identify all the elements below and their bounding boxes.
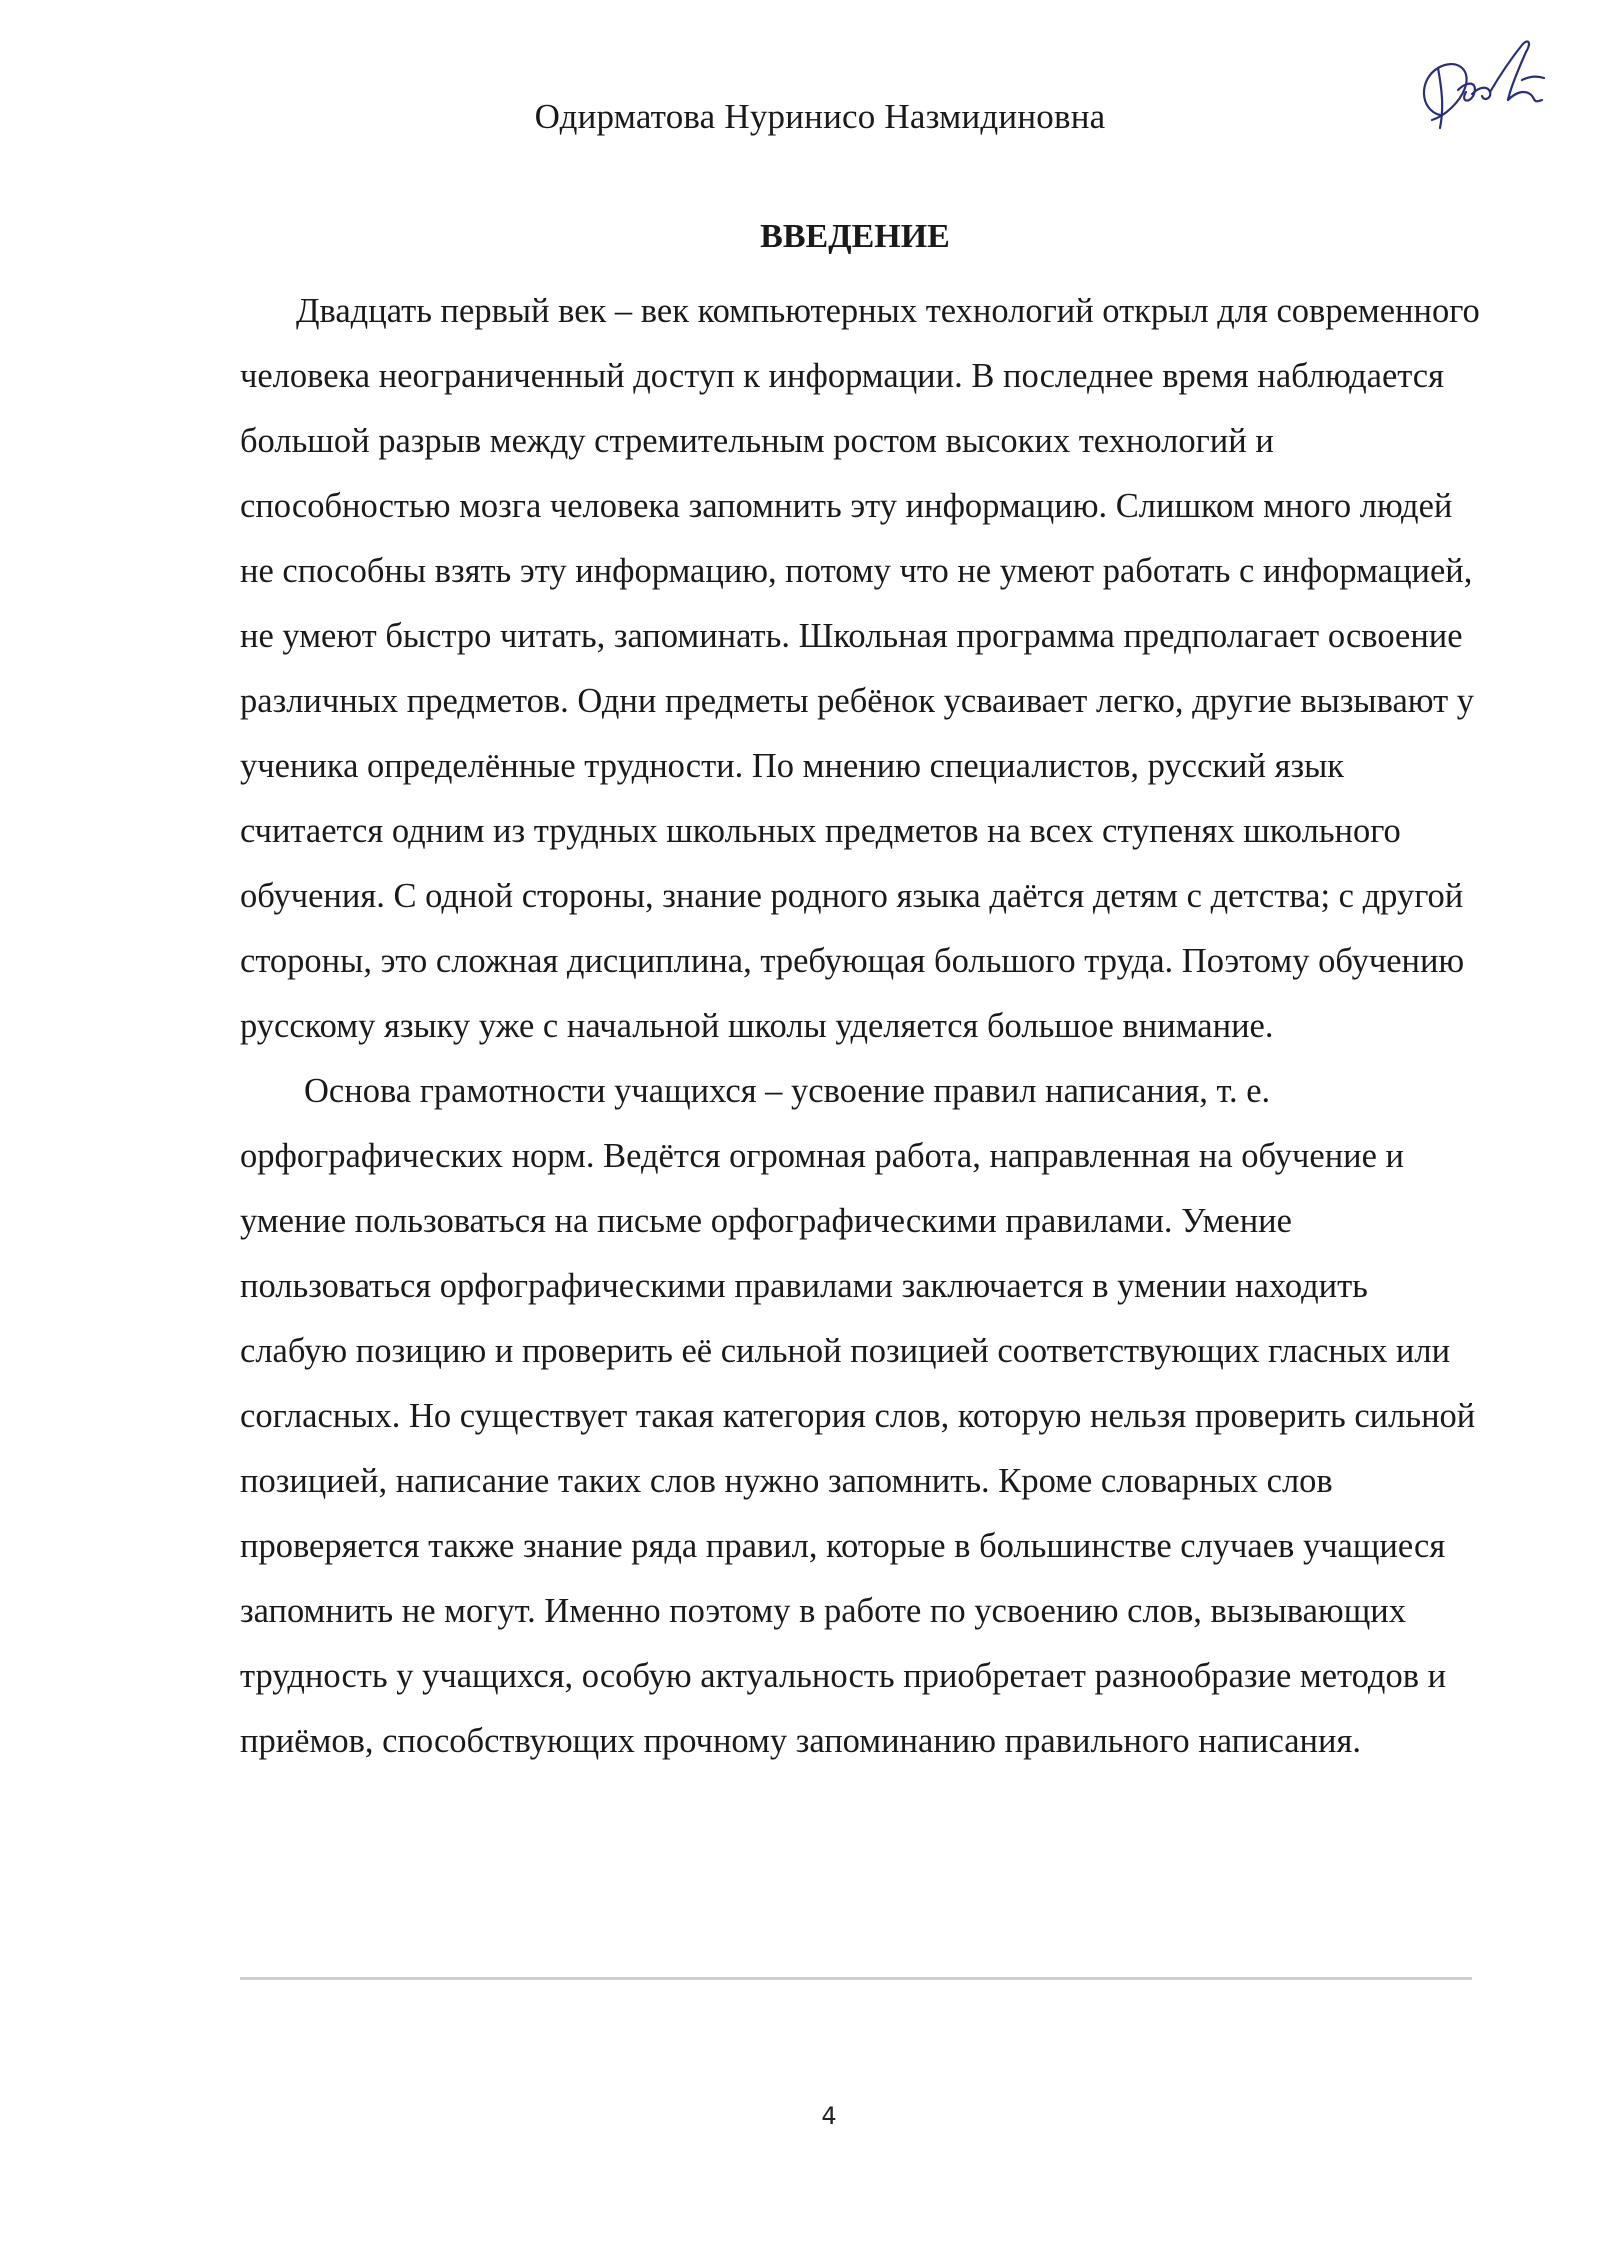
body-text <box>240 279 1480 1774</box>
page-number: 4 <box>821 2102 837 2130</box>
paragraph-1: Двадцать первый век – век компьютерных технологий открыл для современного человека неограниченный доступ к информации. В последнее время наблюдается большой разрыв между стремительным ростом высоких технологий и способностью мозга человека запомнить эту информацию. Слишком много людей не способны взять эту информацию, потому что не умеют работать с информацией, не умеют быстро читать, запоминать. Школьная программа предполагает освоение различных предметов. Одни предметы ребёнок усваивает легко, другие вызывают у ученика определённые трудности. По мнению специалистов, русский язык считается одним из трудных школьных предметов на всех ступенях школьного обучения. С одной стороны, знание родного языка даётся детям с детства; с другой стороны, это сложная дисциплина, требующая большого труда. Поэтому обучению русскому языку уже с начальной школы уделяется большое внимание. <box>240 292 1480 1045</box>
signature-image <box>1410 20 1570 150</box>
footer-divider <box>240 1977 1472 1980</box>
paragraph-2: Основа грамотности учащихся – усвоение правил написания, т. е. орфографических норм. Ведётся огромная работа, направленная на обучение и умение пользоваться на письме орфографическими правилами. Умение пользоваться орфографическими правилами заключается в умении находить слабую позицию и проверить её сильной позицией соответствующих гласных или согласных. Но существует такая категория слов, которую нельзя проверить сильной позицией, написание таких слов нужно запомнить. Кроме словарных слов проверяется также знание ряда правил, которые в большинстве случаев учащиеся запомнить не могут. Именно поэтому в работе по усвоению слов, вызывающих трудность у учащихся, особую актуальность приобретает разнообразие методов и приёмов, способствующих прочному запоминанию правильного написания. <box>240 1072 1476 1760</box>
section-heading: ВВЕДЕНИЕ <box>760 218 950 255</box>
author-name: Одирматова Нуринисо Назмидиновна <box>534 97 1106 136</box>
